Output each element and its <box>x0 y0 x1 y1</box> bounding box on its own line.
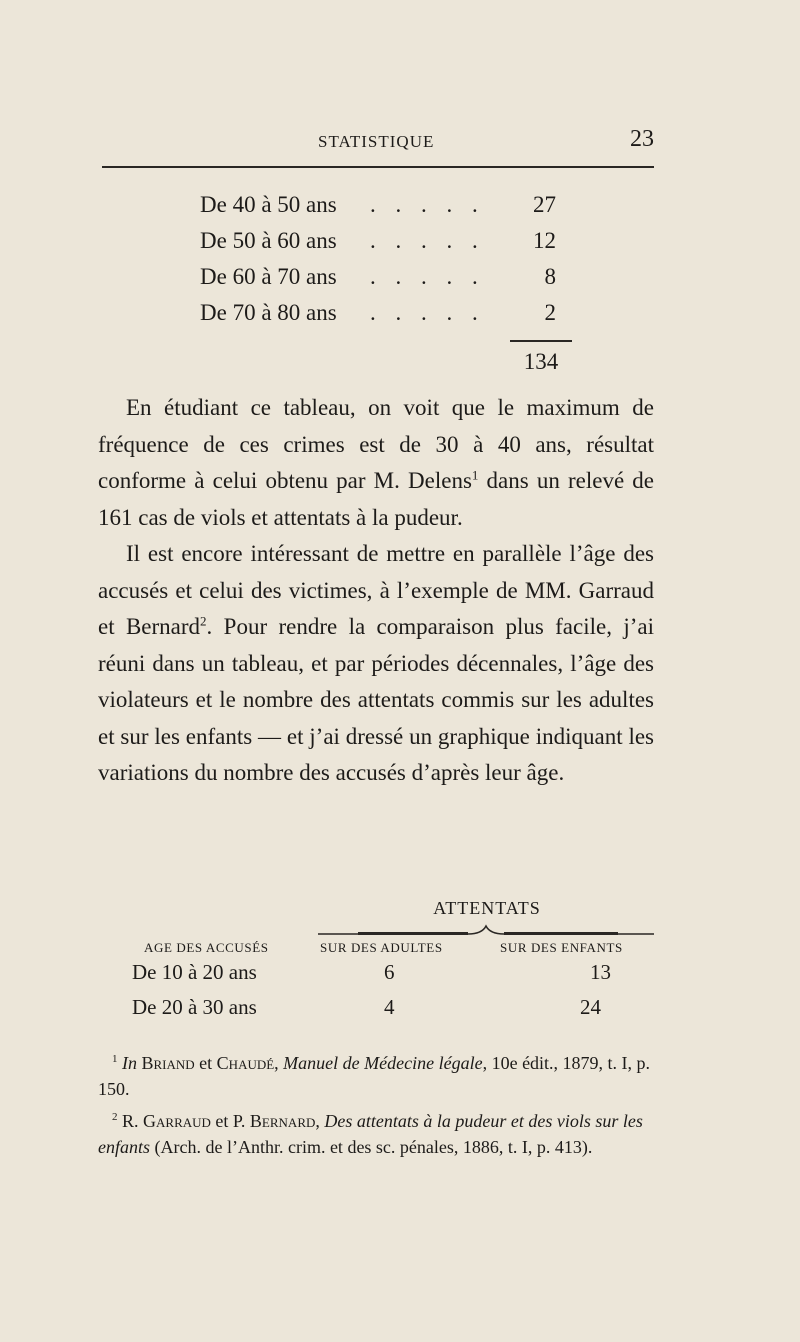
paragraph-text: Il est encore intéressant de mettre en parallèle l’âge des accusés et celui des victimes, à l’exemple de MM. Garraud et Bernard <box>98 541 654 639</box>
table-row <box>200 300 580 336</box>
header-children: SUR DES ENFANTS <box>500 940 623 955</box>
footnote-title: Manuel de Médecine légale <box>283 1053 483 1073</box>
header-age: AGE DES ACCUSÉS <box>144 940 269 955</box>
header-adults: SUR DES ADULTES <box>320 940 443 955</box>
count-value: 12 <box>533 228 556 253</box>
age-range-label: De 10 à 20 ans <box>132 960 257 984</box>
age-range-label: De 50 à 60 ans <box>200 228 337 253</box>
footnote-text: , <box>274 1053 284 1073</box>
footnote <box>98 1108 654 1160</box>
footnote-author: R. Garraud <box>122 1111 211 1131</box>
children-count: 13 <box>590 960 611 984</box>
age-range-label: De 40 à 50 ans <box>200 192 337 217</box>
table-row <box>200 228 580 264</box>
paragraph <box>98 390 654 536</box>
adults-count: 6 <box>384 960 395 984</box>
paragraph-text: dans un relevé de 161 cas de viols et attentats à la pudeur. <box>98 468 654 530</box>
count-value: 2 <box>544 300 556 325</box>
footnote-mark: 2 <box>112 1111 118 1123</box>
adults-count: 4 <box>384 995 395 1019</box>
running-head-title: STATISTIQUE <box>318 132 435 151</box>
table-row <box>98 960 654 990</box>
footnote-text: et <box>210 1111 233 1131</box>
total-value: 134 <box>523 349 559 374</box>
footnote-author: P. Bernard <box>232 1111 316 1131</box>
header-rule <box>102 166 654 168</box>
footnote-ref: 1 <box>471 467 479 483</box>
table-row <box>98 995 654 1025</box>
footnote-text: , 10e édit., 1879, t. I, p. 150. <box>98 1053 651 1099</box>
footnote-title: Des attentats à la pudeur et des viols sur les enfants <box>98 1111 643 1157</box>
paragraph-text: En étudiant ce tableau, on voit que le maximum de fréquence de ces crimes est de 30 à 40 ans, résultat conforme à celui obtenu par M. Delens <box>98 395 654 493</box>
table-row <box>200 192 580 228</box>
age-frequency-table <box>200 192 580 336</box>
table-row <box>200 264 580 300</box>
group-header: ATTENTATS <box>433 898 541 918</box>
count-value: 8 <box>544 264 556 289</box>
footnote <box>98 1050 654 1102</box>
footnote-mark: 1 <box>112 1053 118 1065</box>
age-range-label: De 70 à 80 ans <box>200 300 337 325</box>
footnote-text: In <box>122 1053 137 1073</box>
paragraph-text: . Pour rendre la comparaison plus facile, j’ai réuni dans un tableau, et par périodes décennales, l’âge des violateurs et le nombre des attentats commis sur les adultes et sur les enfants — et j’ai dressé un graphique indiquant les variations du nombre des accusés d’après leur âge. <box>98 614 654 785</box>
children-count: 24 <box>580 995 601 1019</box>
page-number: 23 <box>630 126 654 152</box>
age-range-label: De 20 à 30 ans <box>132 995 257 1019</box>
sum-rule <box>510 340 572 342</box>
age-range-label: De 60 à 70 ans <box>200 264 337 289</box>
footnote-text: , <box>315 1111 325 1131</box>
leader-dots: . . . . . <box>370 264 485 289</box>
brace-icon <box>318 922 654 936</box>
leader-dots: . . . . . <box>370 300 485 325</box>
footnote-ref: 2 <box>200 613 207 629</box>
count-value: 27 <box>533 192 556 217</box>
footnote-author: Briand <box>137 1053 195 1073</box>
footnote-text: et <box>194 1053 217 1073</box>
footnote-text: (Arch. de l’Anthr. crim. et des sc. pénales, 1886, t. I, p. 413). <box>150 1137 593 1157</box>
leader-dots: . . . . . <box>370 228 485 253</box>
footnote-author: Chaudé <box>216 1053 275 1073</box>
leader-dots: . . . . . <box>370 192 485 217</box>
footnotes <box>98 1050 654 1166</box>
body-text <box>98 390 654 792</box>
paragraph <box>98 536 654 792</box>
